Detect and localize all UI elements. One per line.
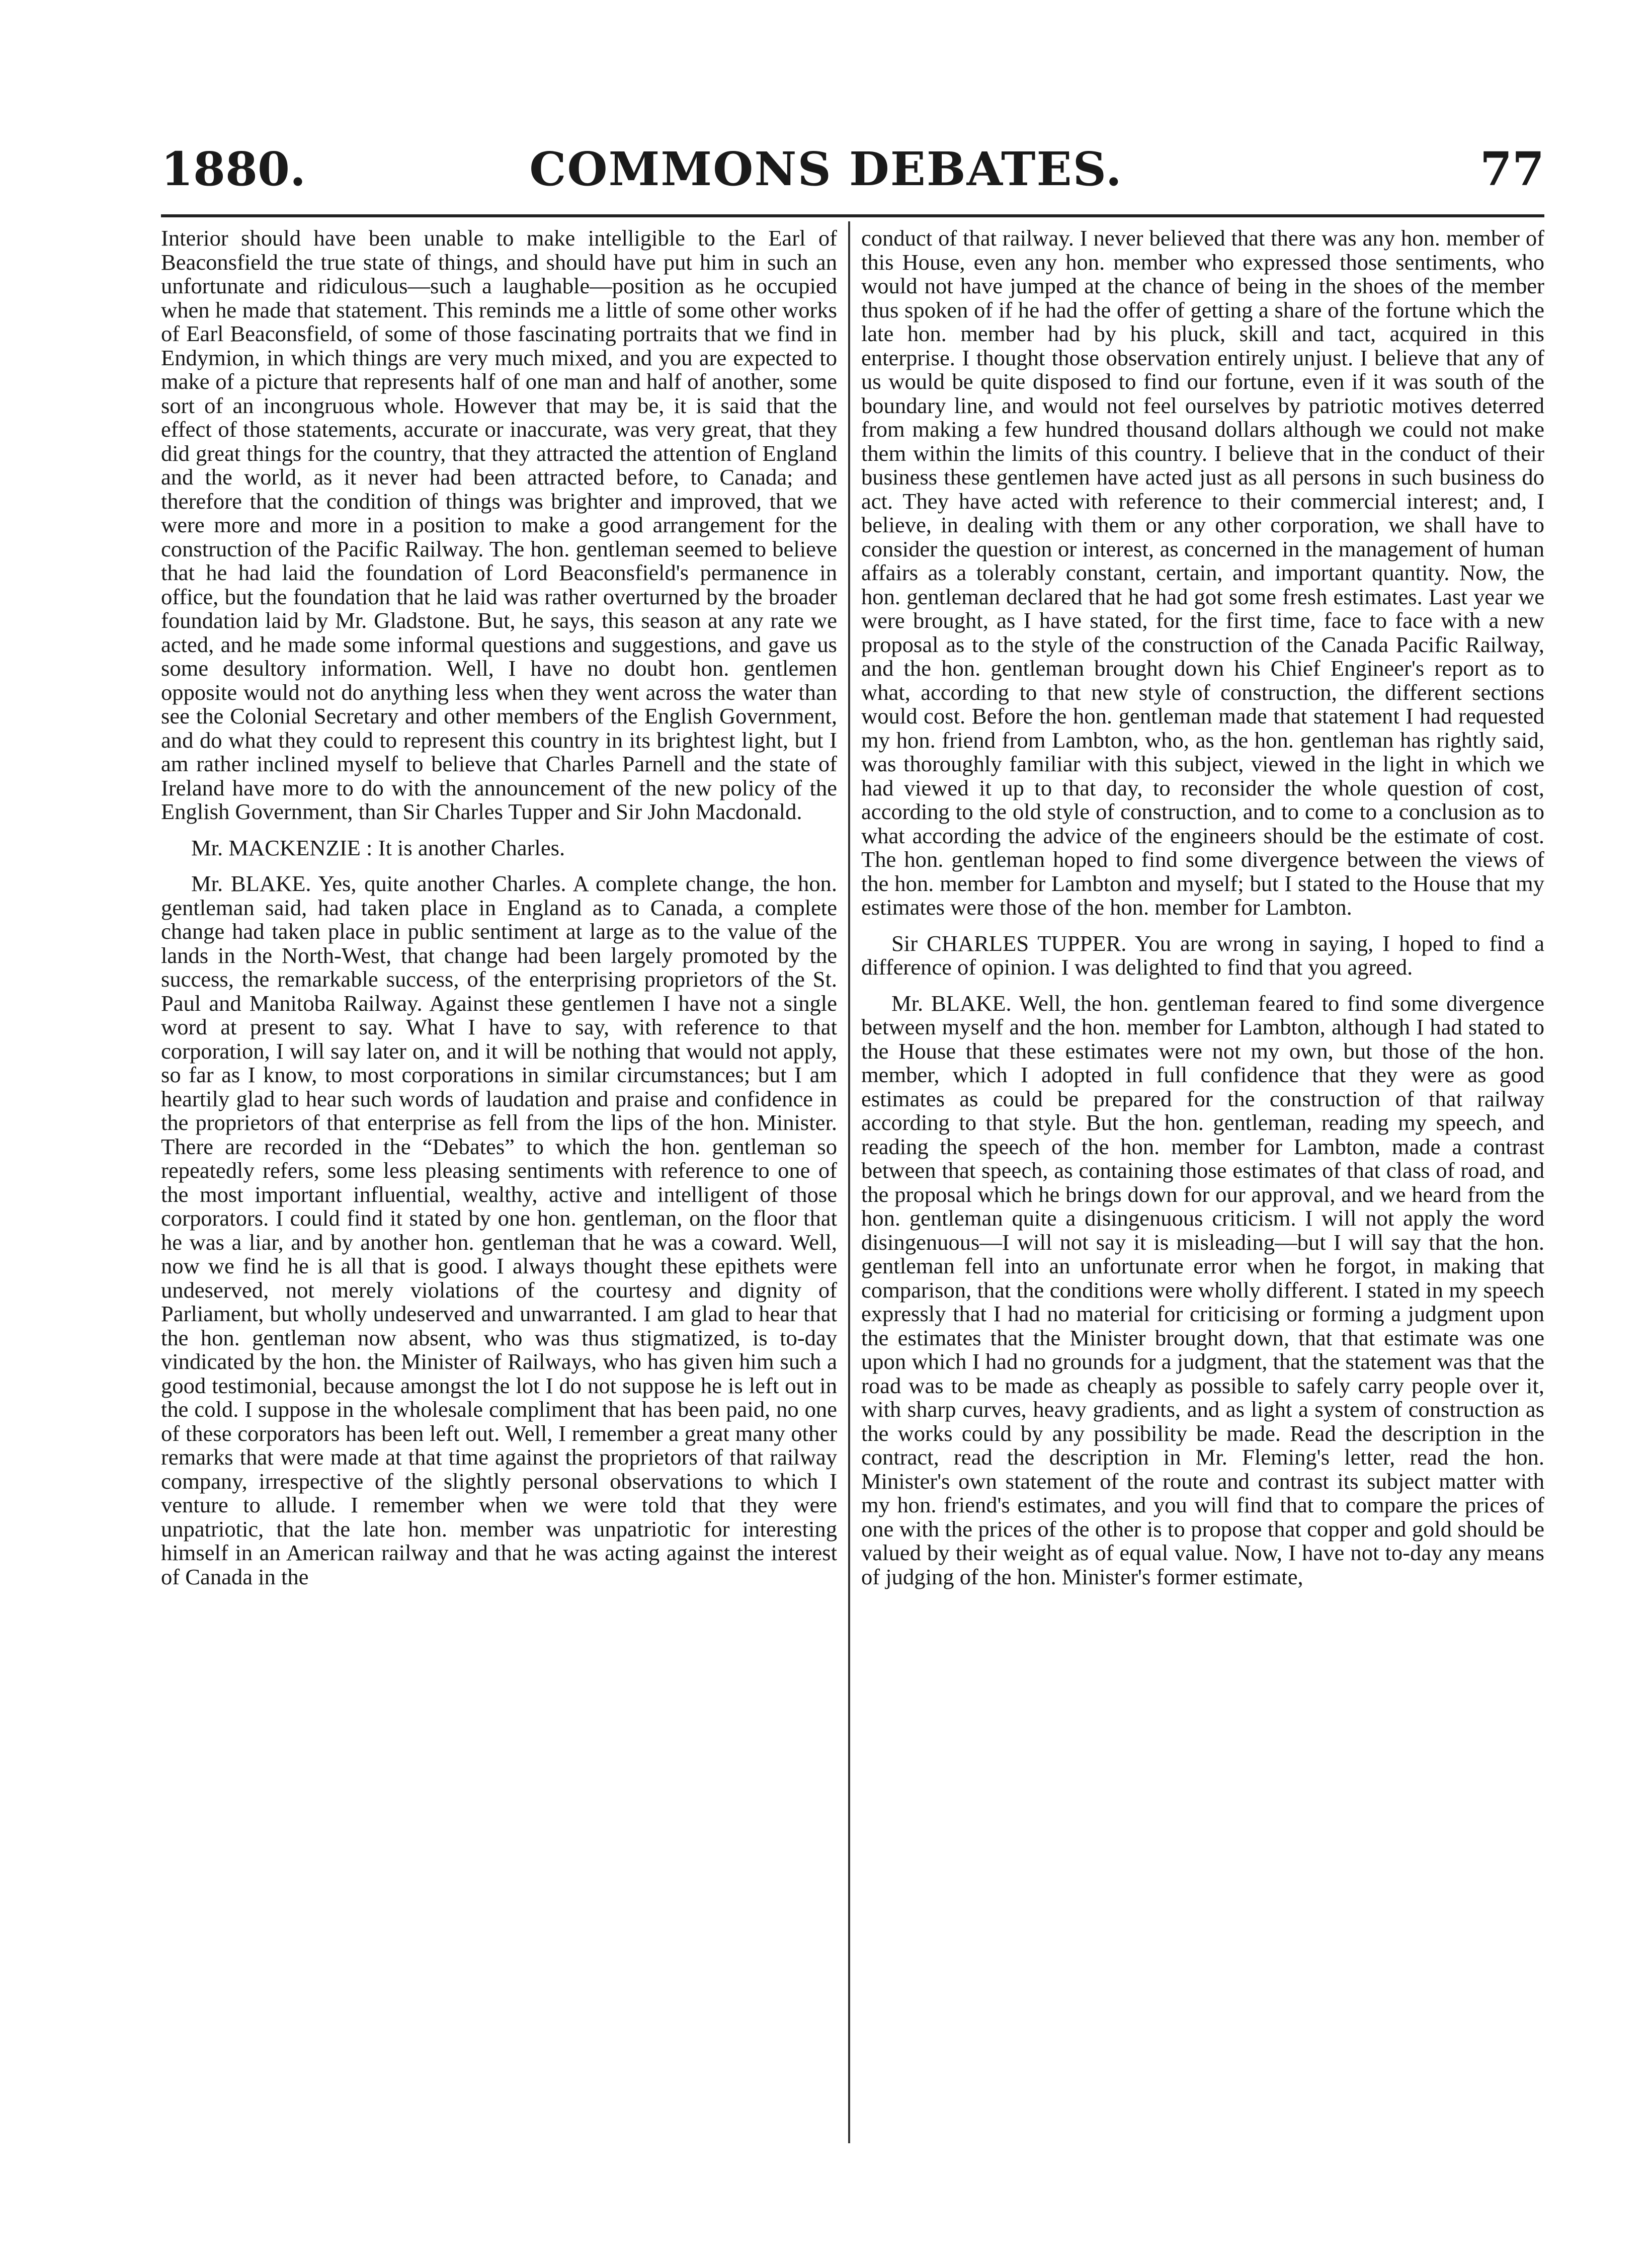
paragraph: Mr. MACKENZIE : It is another Charles. <box>191 835 565 860</box>
header-year: 1880. <box>161 142 306 196</box>
column-divider <box>848 221 850 2143</box>
header-page-number: 77 <box>1479 142 1544 196</box>
paragraph: Mr. BLAKE. Well, the hon. gentleman feared to find some divergence between myself and the hon. member for Lambton, although I had stated to the House that these estimates were not my own, but those of the hon. member, which I adopted in full confidence that they were as good estimates as could be prepared for the construction of that railway according to that style. But the hon. gentleman, reading my speech, and reading the speech of the hon. member for Lambton, made a contrast between that speech, as containing those estimates of that class of road, and the proposal which he brings down for our approval, and we heard from the hon. gentleman quite a disingenuous criticism. I will not apply the word disingenuous—I will not say it is misleading—but I will say that the hon. gentleman fell into an unfortunate error when he forgot, in making that comparison, that the conditions were wholly different. I stated in my speech expressly that I had no material for criticising or forming a judgment upon the estimates that the Minister brought down, that that estimate was one upon which I had no grounds for a judgment, that the statement was that the road was to be made as cheaply as possible to safely carry people over it, with sharp curves, heavy gradients, and as light a system of construction as the works could by any possibility be made. Read the description in the contract, read the description in Mr. Fleming's letter, read the hon. Minister's own statement of the route and contrast its subject matter with my hon. friend's estimates, and you will find that to compare the prices of one with the prices of the other is to propose that copper and gold should be valued by their weight as of equal value. Now, I have not to-day any means of judging of the hon. Minister's former estimate, <box>861 990 1544 1589</box>
paragraph: conduct of that railway. I never believed that there was any hon. member of this House, even any hon. member who expressed those sentiments, who would not have jumped at the chance of being in the shoes of the member thus spoken of if he had the offer of getting a share of the fortune which the late hon. member had by his pluck, skill and tact, acquired in this enterprise. I thought those observation entirely unjust. I believe that any of us would be quite disposed to find our fortune, even if it was south of the boundary line, and would not feel ourselves by patriotic motives deterred from making a few hundred thousand dollars although we could not make them within the limits of this country. I believe that in the conduct of their business these gentlemen have acted just as all persons in such business do act. They have acted with reference to their commercial interest; and, I believe, in dealing with them or any other corporation, we shall have to consider the question or interest, as concerned in the management of human affairs as a tolerably constant, certain, and important quantity. Now, the hon. gentleman declared that he had got some fresh estimates. Last year we were brought, as I have stated, for the first time, face to face with a new proposal as to the style of the construction of the Canada Pacific Railway, and the hon. gentleman brought down his Chief Engineer's report as to what, according to that new style of construction, the different sections would cost. Before the hon. gentleman made that statement I had requested my hon. friend from Lambton, who, as the hon. gentleman has rightly said, was thoroughly familiar with this subject, viewed in the light in which we had viewed it up to that day, to reconsider the whole question of cost, according to the old style of construction, and to come to a conclusion as to what according the advice of the engineers should be the estimate of cost. The hon. gentleman hoped to find some divergence between the views of the hon. member for Lambton and myself; but I stated to the House that my estimates were those of the hon. member for Lambton. <box>861 226 1544 920</box>
paragraph: Interior should have been unable to make intelligible to the Earl of Beaconsfield the true state of things, and should have put him in such an unfortunate and ridiculous—such a laughable—position as he occupied when he made that statement. This reminds me a little of some other works of Earl Beaconsfield, of some of those fascinating portraits that we find in Endymion, in which things are very much mixed, and you are expected to make of a picture that represents half of one man and half of another, some sort of an incongruous whole. However that may be, it is said that the effect of those statements, accurate or inaccurate, was very great, that they did great things for the country, that they attracted the attention of England and the world, as it never had been attracted before, to Canada; and therefore that the condition of things was brighter and improved, that we were more and more in a position to make a good arrangement for the construction of the Pacific Railway. The hon. gentleman seemed to believe that he had laid the foundation of Lord Beaconsfield's permanence in office, but the foundation that he laid was rather overturned by the broader foundation laid by Mr. Gladstone. But, he says, this season at any rate we acted, and he made some informal questions and suggestions, and gave us some desultory information. Well, I have no doubt hon. gentlemen opposite would not do anything less when they went across the water than see the Colonial Secretary and other members of the English Government, and do what they could to represent this country in its brightest light, but I am rather inclined myself to believe that Charles Parnell and the state of Ireland have more to do with the announcement of the new policy of the English Government, than Sir Charles Tupper and Sir John Macdonald. <box>161 226 837 824</box>
paragraph: Sir CHARLES TUPPER. You are wrong in saying, I hoped to find a difference of opinion. I was delighted to find that you agreed. <box>861 930 1544 980</box>
page-header <box>0 0 1652 211</box>
left-column <box>161 226 837 2133</box>
paragraph: Mr. BLAKE. Yes, quite another Charles. A complete change, the hon. gentleman said, had taken place in England as to Canada, a complete change had taken place in public sentiment at large as to the value of the lands in the North-West, that change had been largely promoted by the success, the remarkable success, of the enterprising proprietors of the St. Paul and Manitoba Railway. Against these gentlemen I have not a single word at present to say. What I have to say, with reference to that corporation, I will say later on, and it will be nothing that would not apply, so far as I know, to most corporations in similar circumstances; but I am heartily glad to hear such words of laudation and praise and confidence in the proprietors of that enterprise as fell from the lips of the hon. Minister. There are recorded in the “Debates” to which the hon. gentleman so repeatedly refers, some less pleasing sentiments with reference to one of the most important influential, wealthy, active and intelligent of those corporators. I could find it stated by one hon. gentleman, on the floor that he was a liar, and by another hon. gentleman that he was a coward. Well, now we find he is all that is good. I always thought these epithets were undeserved, not merely violations of the courtesy and dignity of Parliament, but wholly undeserved and unwarranted. I am glad to hear that the hon. gentleman now absent, who was thus stigmatized, is to-day vindicated by the hon. the Minister of Railways, who has given him such a good testimonial, because amongst the lot I do not suppose he is left out in the cold. I suppose in the wholesale compliment that has been paid, no one of these corporators has been left out. Well, I remember a great many other remarks that were made at that time against the proprietors of that railway company, irrespective of the slightly personal observations to which I venture to allude. I remember when we were told that they were unpatriotic, that the late hon. member was unpatriotic for interesting himself in an American railway and that he was acting against the interest of Canada in the <box>161 871 837 1589</box>
right-column <box>861 226 1544 2133</box>
header-title: COMMONS DEBATES. <box>529 142 1123 196</box>
header-rule <box>161 214 1544 217</box>
